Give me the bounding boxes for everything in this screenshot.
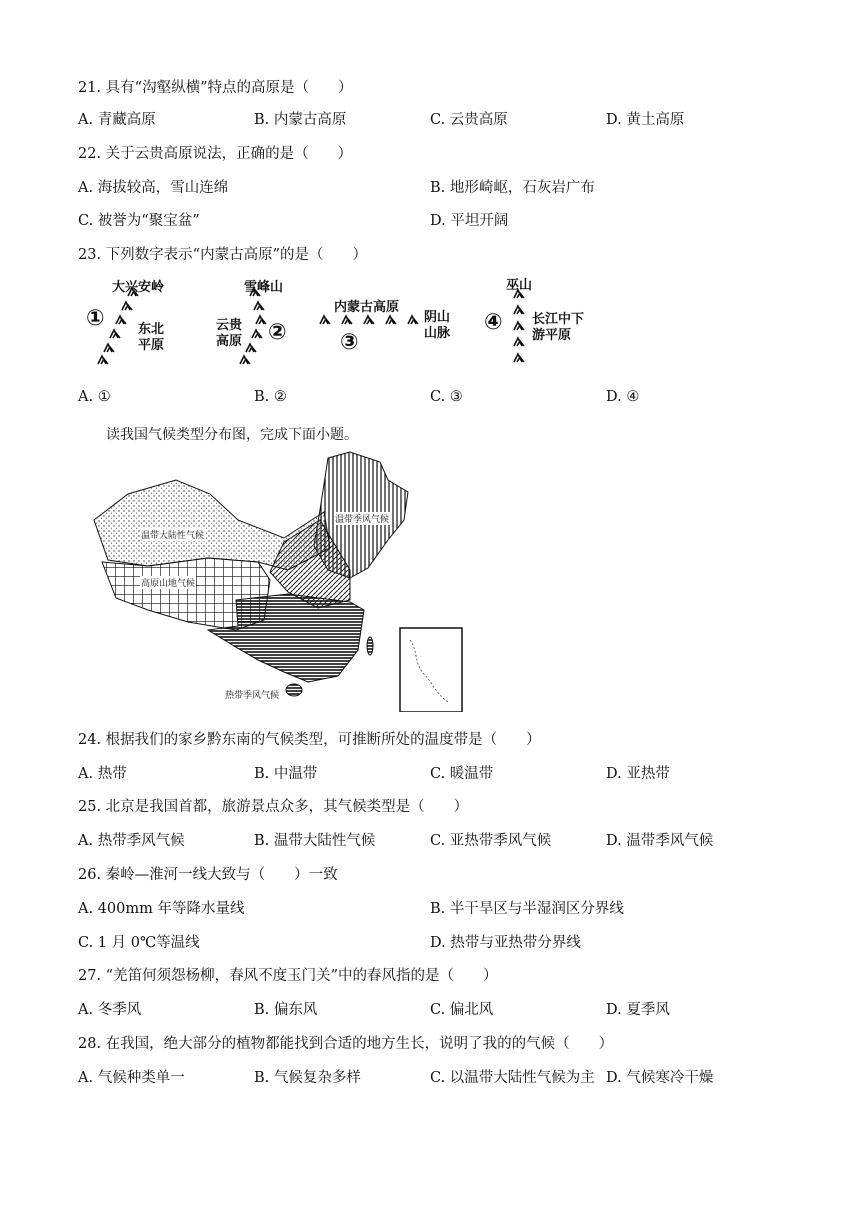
panel-1-side-label-2: 平原 <box>138 338 165 353</box>
panel-3-top-label: 内蒙古高原 <box>334 300 400 315</box>
panel-2-mountains <box>240 288 266 364</box>
question-21-stem: 21. 具有“沟壑纵横”特点的高原是（ ） <box>78 80 353 96</box>
question-27-stem: 27. “羌笛何须怨杨柳，春风不度玉门关”中的春风指的是（ ） <box>78 968 498 984</box>
q28-option-d: D. 气候寒冷干燥 <box>606 1070 714 1086</box>
q26-option-c: C. 1 月 0℃等温线 <box>78 935 200 951</box>
q22-option-a: A. 海拔较高，雪山连绵 <box>78 180 229 196</box>
panel-4-side-label-2: 游平原 <box>532 328 572 343</box>
climate-map <box>88 450 468 712</box>
q26-option-b: B. 半干旱区与半湿润区分界线 <box>430 901 624 917</box>
panel-3-side-label-1: 阴山 <box>424 310 451 325</box>
q28-option-b: B. 气候复杂多样 <box>254 1070 361 1086</box>
q28-option-c: C. 以温带大陆性气候为主 <box>430 1070 595 1086</box>
label-highland: 高原山地气候 <box>140 576 196 589</box>
panel-3-mountains <box>320 316 418 324</box>
panel-3-number: ③ <box>340 330 359 355</box>
panel-4-number: ④ <box>484 310 503 335</box>
q22-option-d: D. 平坦开阔 <box>430 213 509 229</box>
q22-option-b: B. 地形崎岖，石灰岩广布 <box>430 180 595 196</box>
panel-3-side-label-2: 山脉 <box>424 326 451 341</box>
panel-4-mountains <box>514 290 524 362</box>
q25-option-d: D. 温带季风气候 <box>606 833 714 849</box>
hainan-island <box>286 684 302 696</box>
q23-option-c: C. ③ <box>430 389 463 405</box>
q25-option-c: C. 亚热带季风气候 <box>430 833 552 849</box>
q21-option-c: C. 云贵高原 <box>430 112 508 128</box>
panel-1-top-label: 大兴安岭 <box>112 280 165 295</box>
label-temperate-continental: 温带大陆性气候 <box>140 528 205 541</box>
label-temperate-monsoon: 温带季风气候 <box>334 512 390 525</box>
q26-option-d: D. 热带与亚热带分界线 <box>430 935 581 951</box>
q23-option-d: D. ④ <box>606 389 640 405</box>
q23-option-a: A. ① <box>78 389 111 405</box>
q24-option-a: A. 热带 <box>78 766 127 782</box>
q26-option-a: A. 400mm 年等降水量线 <box>78 901 245 917</box>
question-25-stem: 25. 北京是我国首都，旅游景点众多，其气候类型是（ ） <box>78 799 469 815</box>
q23-option-b: B. ② <box>254 389 287 405</box>
q27-option-a: A. 冬季风 <box>78 1002 142 1018</box>
question-22-stem: 22. 关于云贵高原说法，正确的是（ ） <box>78 146 353 162</box>
south-sea-inset <box>400 628 462 712</box>
q21-option-b: B. 内蒙古高原 <box>254 112 347 128</box>
panel-2-side-label-2: 高原 <box>216 334 243 349</box>
q22-option-c: C. 被誉为“聚宝盆” <box>78 213 200 229</box>
q24-option-c: C. 暖温带 <box>430 766 494 782</box>
q27-option-d: D. 夏季风 <box>606 1002 670 1018</box>
panel-4-side-label-1: 长江中下 <box>532 312 585 327</box>
question-23-stem: 23. 下列数字表示“内蒙古高原”的是（ ） <box>78 247 367 263</box>
q28-option-a: A. 气候种类单一 <box>78 1070 185 1086</box>
q21-option-a: A. 青藏高原 <box>78 112 156 128</box>
map-intro-text: 读我国气候类型分布图，完成下面小题。 <box>106 427 358 443</box>
q25-option-b: B. 温带大陆性气候 <box>254 833 376 849</box>
q24-option-b: B. 中温带 <box>254 766 318 782</box>
panel-1-side-label-1: 东北 <box>138 322 165 337</box>
q27-option-c: C. 偏北风 <box>430 1002 494 1018</box>
taiwan-island <box>367 637 373 655</box>
panel-4-top-label: 巫山 <box>506 278 533 293</box>
q25-option-a: A. 热带季风气候 <box>78 833 185 849</box>
q24-option-d: D. 亚热带 <box>606 766 670 782</box>
panel-2-top-label: 雪峰山 <box>244 280 284 295</box>
panel-1-number: ① <box>86 306 105 331</box>
question-24-stem: 24. 根据我们的家乡黔东南的气候类型，可推断所处的温度带是（ ） <box>78 732 541 748</box>
temperate-continental-zone <box>94 480 330 570</box>
question-28-stem: 28. 在我国，绝大部分的植物都能找到合适的地方生长，说明了我的的气候（ ） <box>78 1036 614 1052</box>
question-26-stem: 26. 秦岭—淮河一线大致与（ ）一致 <box>78 867 338 883</box>
panel-2-number: ② <box>268 320 287 345</box>
panel-2-side-label-1: 云贵 <box>216 318 243 333</box>
q21-option-d: D. 黄土高原 <box>606 112 685 128</box>
label-tropical-monsoon: 热带季风气候 <box>224 688 280 701</box>
q27-option-b: B. 偏东风 <box>254 1002 318 1018</box>
